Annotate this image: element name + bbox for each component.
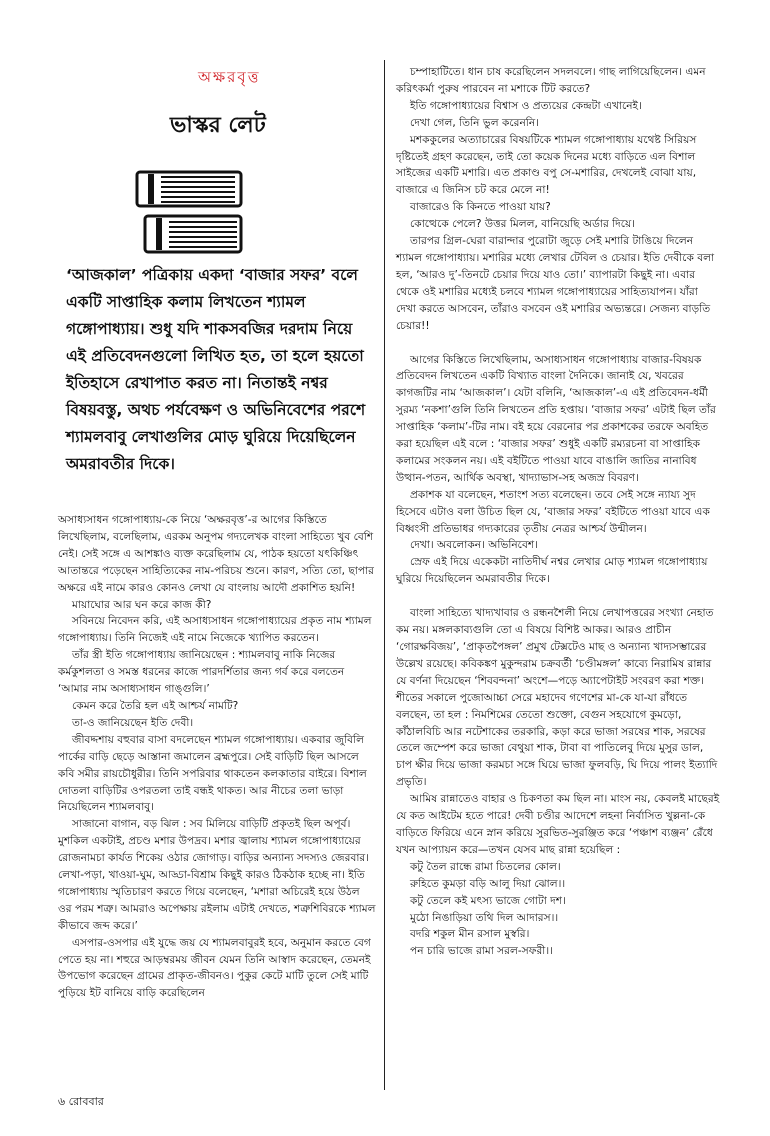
paragraph: বাংলা সাহিত্যে খাদ্যখাবার ও রন্ধনশৈলী নিয়ে লেখাপত্তরের সংখ্যা নেহাত কম নয়। মঙ্গলকাব্যগুলি তো এ বিষয়ে বিশিষ্ট আকর। আরও প্রাচীন ‘গোরক্ষবিজয়’, ‘প্রাকৃতপৈঙ্গল’ প্রমুখ টেক্সটেও মাছ ও অন্যান্য খাদ্যসম্ভারের উল্লেখ রয়েছে। কবিকঙ্কণ মুকুন্দরাম চক্রবর্তী ‘চণ্ডীমঙ্গল’ কাব্যে নিরামিষ রান্নার যে বর্ণনা দিয়েছেন ‘শিববন্দনা’ অংশে—পড়ে অ্যাপেটাইট সংবরণ করা শক্ত। শীতের সকালে পুজোআচ্চা সেরে মহাদেব গণেশের মা-কে যা-যা রাঁধতে বলছেন, তা হল : নিমশিমের তেতো শুক্তো, বেগুন সহযোগে কুমড়ো, কাঁঠালবিচি আর নটেশাকের তরকারি, কড়া করে ভাজা সরষের শাক, সরষের তেলে জম্পেশ করে ভাজা বেথুয়া শাক, টাবা বা পাতিলেবু দিয়ে মুসুর ডাল, চাপ ক্ষীর দিয়ে ভাজা করমচা সঙ্গে ঘিয়ে ভাজা ফুলবড়ি, ঘি দিয়ে পালং ইত্যাদি প্রভৃতি। [396,607,718,789]
verse-line: কটু তেলে কই মৎস্য ভাজে গোটা দশ। [410,894,566,907]
paragraph: ইতি গঙ্গোপাধ্যায়ের বিশ্বাস ও প্রত্যয়ের কেন্দ্রটা এখানেই। [410,99,642,112]
verse-line: রুহিতে কুমড়া বড়ি আলু দিয়া ঝোল।। [410,877,566,890]
paragraph: দেখা। অবলোকন। অভিনিবেশ। [410,539,538,552]
paragraph: এসপার-ওসপার এই যুদ্ধে জয় যে শ্যামলবাবুরই হবে, অনুমান করতে বেগ পেতে হয় না। শহুরে আড়ম্বরময় জীবন যেমন তিনি আস্বাদ করেছেন, তেমনই উপভোগ করেছেন গ্রামের প্রাকৃত-জীবনও। পুকুর কেটে মাটি তুলে সেই মাটি পুড়িয়ে ইট বানিয়ে বাড়ি করেছিলেন [58,936,371,1000]
column-divider [384,60,385,1090]
paragraph: দেখা গেল, তিনি ভুল করেননি। [410,116,539,129]
paragraph: অসাধ্যসাধন গঙ্গোপাধ্যায়-কে নিয়ে ‘অক্ষরবৃত্ত’-র আগের কিস্তিতে লিখেছিলাম, বলেছিলাম, এরকম অনুপম গদ্যলেখক বাংলা সাহিত্যে খুব বেশি নেই। সেই সঙ্গে এ আশঙ্কাও ব্যক্ত করেছিলাম যে, পাঠক হয়তো যৎকিঞ্চিৎ আতান্তরে পড়েছেন সাহিত্যিকের নাম-পরিচয় শুনে। কারণ, সত্যি তো, ছাপার অক্ষরে এই নামে কারও কোনও লেখা যে বাংলায় আদৌ প্রকাশিত হয়নি! [58,514,374,594]
bottom-book [145,216,241,252]
paragraph: চম্পাহাটিতে। ধান চাষ করেছিলেন সদলবলে। গাছ লাগিয়েছিলেন। এমন করিৎকর্মা পুরুষ পারবেন না মশাকে টিট করতে? [396,66,706,95]
paragraph: কেমন করে তৈরি হল এই আশ্চর্য নামটি? [72,699,239,712]
paragraph: আমিষ রান্নাতেও বাহার ও চিকণতা কম ছিল না। মাংস নয়, কেবলই মাছেরই যে কত আইটেম হতে পারে! দেবী চণ্ডীর আদেশে লহনা নির্বাসিত খুল্লনা-কে বাড়িতে ফিরিয়ে এনে স্নান করিয়ে সুরভিত-সুরঞ্জিত করে ‘পঞ্চাশ ব্যঞ্জন’ রেঁধে যখন আপ্যায়ন করে—তখন যেসব মাছ রান্না হয়েছিল : [396,793,720,856]
paragraph: সাজানো বাগান, বড় ঝিল : সব মিলিয়ে বাড়িটি প্রকৃতই ছিল অপূর্ব। মুশকিল একটাই, প্রচণ্ড মশার উপদ্রব। মশার জ্বালায় শ্যামল গঙ্গোপাধ্যায়ের রোজনামচা কার্যত শিকেয় ওঠার জোগাড়। বাড়ির অন্যান্য সদস্যও জেরবার। লেখা-পড়া, খাওয়া-ঘুম, আড্ডা-বিশ্রাম কিছুই কারও ঠিকঠাক হচ্ছে না। ইতি গঙ্গোপাধ্যায় স্মৃতিচারণ করতে গিয়ে বলেছেন, ‘মশারা অচিরেই হয়ে উঠল ওর পরম শত্রু। আমরাও অপেক্ষায় রইলাম এটাই দেখতে, শত্রুশিবিরকে শ্যামল কীভাবে জব্দ করে।’ [58,818,376,932]
paragraph: জীবদ্দশায় বহুবার বাসা বদলেছেন শ্যামল গঙ্গোপাধ্যায়। একবার জুবিলি পার্কের বাড়ি ছেড়ে আস্তানা জমালেন ব্রহ্মপুরে। সেই বাড়িটি ছিল আসলে কবি সমীর রায়চৌধুরীর। তিনি সপরিবার থাকতেন কলকাতার বাইরে। বিশাল দোতলা বাড়িটির ওপরতলা তাই বন্ধই থাকত। আর নীচের তলা ভাড়া নিয়েছিলেন শ্যামলবাবু। [58,733,367,814]
verse-line: পন চারি ভাজে রামা সরল-সফরী।। [410,945,553,958]
paragraph: আগের কিস্তিতে লিখেছিলাম, অসাধ্যসাধন গঙ্গোপাধ্যায় বাজার-বিষয়ক প্রতিবেদন লিখতেন একটি বিখ্যাত বাংলা দৈনিকে। জানাই যে, খবরের কাগজটির নাম ‘আজকাল’। যেটা বলিনি, ‘আজকাল’-এ এই প্রতিবেদন-ধর্মী সুরম্য ‘নকশা’গুলি তিনি লিখতেন প্রতি হপ্তায়। ‘বাজার সফর’ এটাই ছিল তাঁর সাপ্তাহিক ‘কলাম’-টির নাম। বই হয়ে বেরনোর পর প্রকাশকের তরফে অবহিত করা হয়েছিল এই বলে : ‘বাজার সফর’ শুধুই একটি রম্যরচনা বা সাপ্তাহিক কলামের সংকলন নয়। এই বইটিতে পাওয়া যাবে বাঙালি জাতির নানাবিধ উত্থান-পতন, আর্থিক অবস্থা, খাদ্যাভাস-সহ অজস্র বিবরণ। [396,353,716,484]
books-illustration [135,168,245,258]
paragraph: বাজারেও কি কিনতে পাওয়া যায়? [410,201,551,214]
paragraph: কোত্থেকে পেলে? উত্তর মিলল, বানিয়েছি অর্ডার দিয়ে। [410,218,636,231]
paragraph: মায়াঘোর আর ঘন করে কাজ কী? [72,598,212,611]
section-gap [396,335,720,352]
top-book [137,172,241,206]
verse-line: মুঠো নিঙাড়িয়া তথি দিল আদারস।। [410,911,559,924]
paragraph: প্রকাশক যা বলেছেন, শতাংশ সত্য বলেছেন। তবে সেই সঙ্গে ন্যায্য সুদ হিসেবে এটাও বলা উচিত ছিল যে, ‘বাজার সফর’ বইটিতে পাওয়া যাবে এক বিধ্বংসী প্রতিভাধর গদ্যকারের তৃতীয় নেত্রর আশ্চর্য উন্মীলন। [396,488,710,535]
paragraph: সবিনয়ে নিবেদন করি, এই অসাধ্যসাধন গঙ্গোপাধ্যায়ের প্রকৃত নাম শ্যামল গঙ্গোপাধ্যায়। তিনি নিজেই এই নামে নিজেকে খ্যাপিত করতেন। [58,615,372,645]
page-footer: ৬ রোববার [58,1095,104,1108]
paragraph: মশককুলের অত্যাচারের বিষয়টিকে শ্যামল গঙ্গোপাধ্যায় যথেষ্ট সিরিয়স দৃষ্টিতেই গ্রহণ করেছেন, তাই তো কয়েক দিনের মধ্যে বাড়িতে এল বিশাল সাইজের একটি মশারি। এত প্রকাণ্ড বপু সে-মশারির, দেখলেই বোঝা যায়, বাজারে এ জিনিস চট করে মেলে না! [396,133,697,197]
verse-line: কটু তৈল রান্ধে রামা চিতলের কোল। [410,860,561,873]
paragraph: তারপর গ্রিল-ঘেরা বারান্দার পুরোটা জুড়ে সেই মশারি টাঙিয়ে দিলেন শ্যামল গঙ্গোপাধ্যায়। মশারির মধ্যে লেখার টেবিল ও চেয়ার। ইতি দেবীকে বলা হল, ‘আরও দু’-তিনটে চেয়ার দিয়ে যাও তো।’ ব্যাপারটা কিছুই না। এবার থেকে ওই মশারির মধ্যেই চলবে শ্যামল গঙ্গোপাধ্যায়ের সাহিত্যযাপন। যাঁরা দেখা করতে আসবেন, তাঁরাও বসবেন ওই মশারির অভ্যন্তরে। সেজন্য বাড়তি চেয়ার!! [396,235,715,332]
right-column [396,64,720,960]
left-column [58,512,376,1002]
section-gap [396,588,720,605]
paragraph: তাঁর স্ত্রী ইতি গঙ্গোপাধ্যায় জানিয়েছেন : শ্যামলবাবু নাকি নিজের কর্মকুশলতা ও সমস্ত ধরনের কাজে পারদর্শিতার জন্য গর্ব করে বলতেন ‘আমার নাম অসাধ্যসাধন গাঙ্গুলি।’ [58,649,345,696]
author-name: ভাস্কর লেট [170,113,266,138]
intro-text: ‘আজকাল’ পত্রিকায় একদা ‘বাজার সফর’ বলে একটি সাপ্তাহিক কলাম লিখতেন শ্যামল গঙ্গোপাধ্যায়। শুধু যদি শাকসবজির দরদাম নিয়ে এই প্রতিবেদনগুলো লিখিত হত, তা হলে হয়তো ইতিহাসে রেখাপাত করত না। নিতান্তই নশ্বর বিষয়বস্তু, অথচ পর্যবেক্ষণ ও অভিনিবেশের পরশে শ্যামলবাবু লেখাগুলির মোড় ঘুরিয়ে দিয়েছিলেন অমরাবতীর দিকে। [66,266,366,473]
paragraph: তা-ও জানিয়েছেন ইতি দেবী। [72,716,194,729]
section-label: অক্ষরবৃত্ত [198,68,261,86]
verse-line: বদরি শকুল মীন রসাল মুস্বরি। [410,928,530,941]
intro-paragraph [66,262,366,478]
paragraph: স্রেফ এই দিয়ে একেকটা নাতিদীর্ঘ নশ্বর লেখার মোড় শ্যামল গঙ্গোপাধ্যায় ঘুরিয়ে দিয়েছিলেন অমরাবতীর দিকে। [396,556,708,586]
